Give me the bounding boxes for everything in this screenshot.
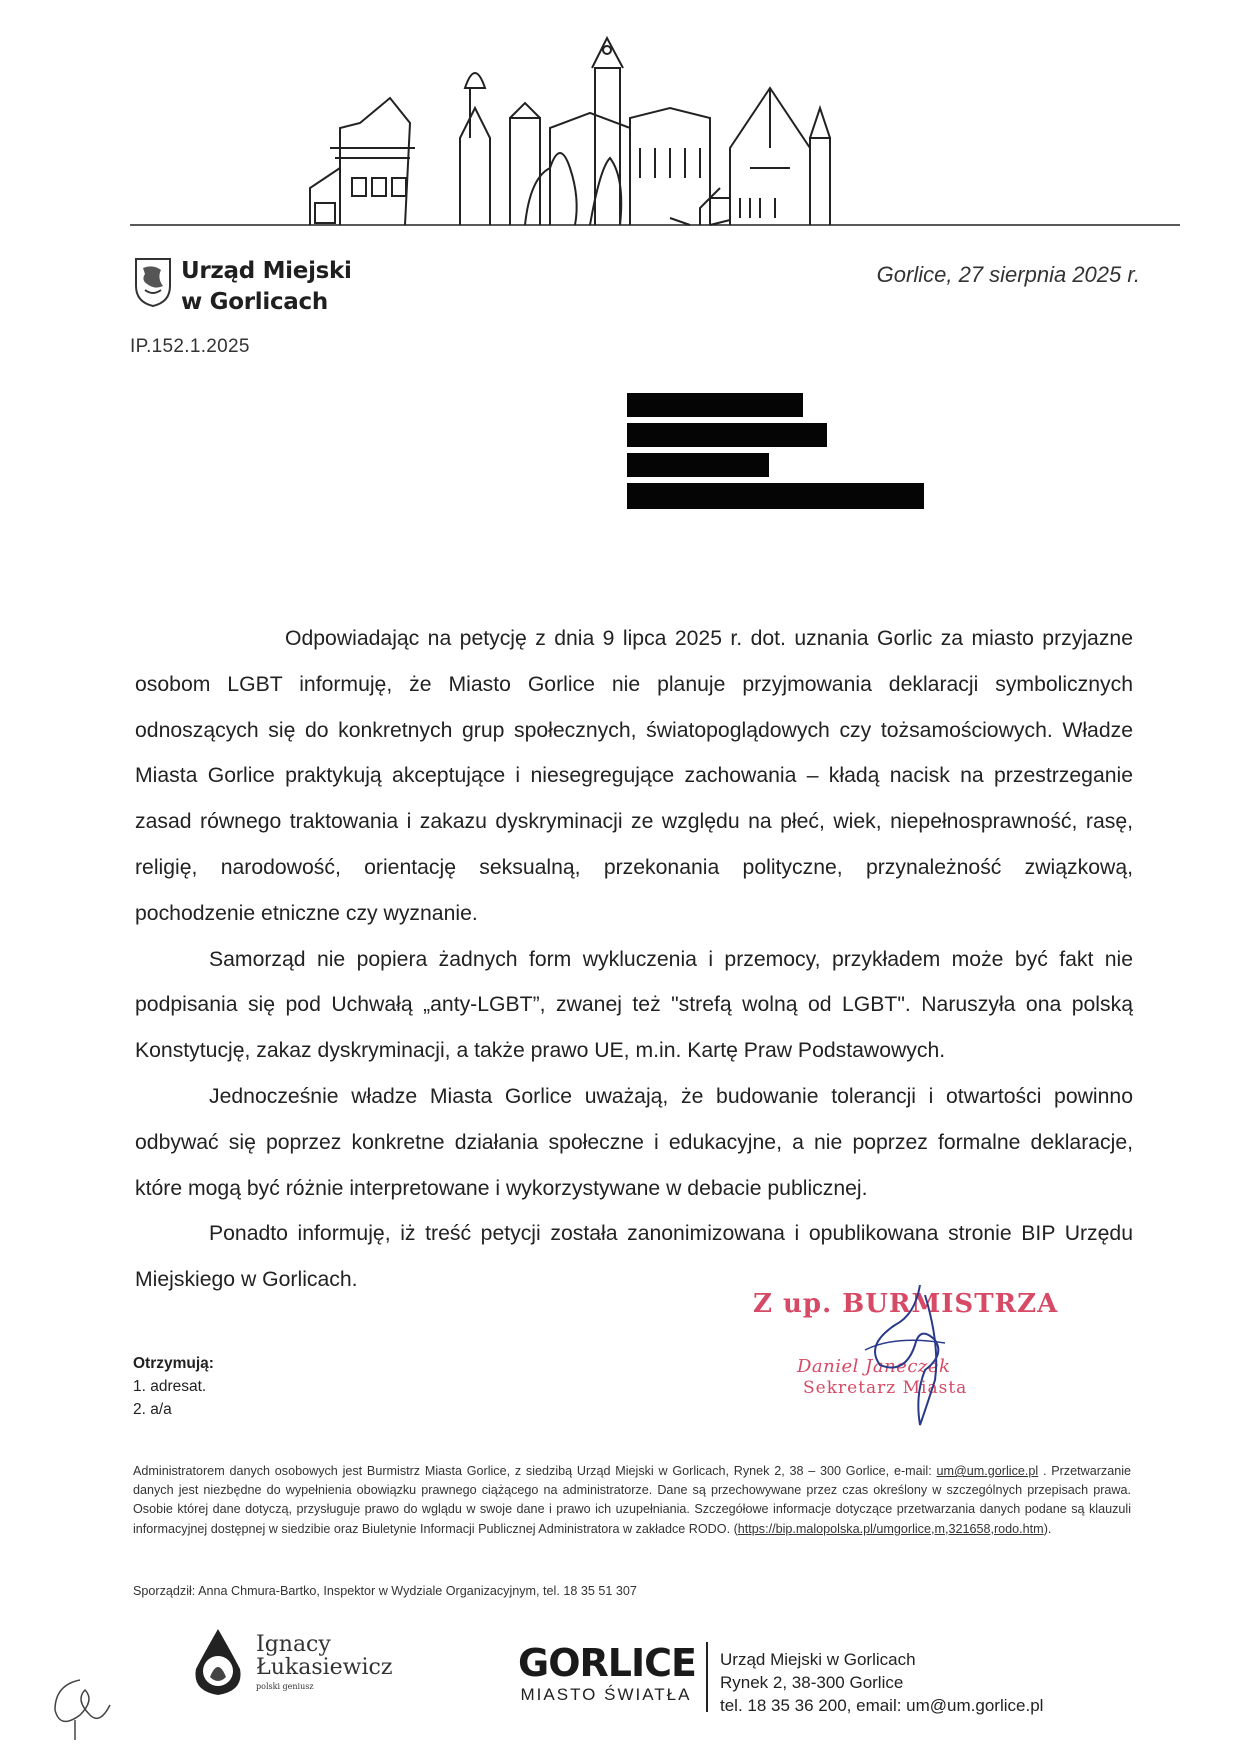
body-paragraph: Jednocześnie władze Miasta Gorlice uważają, że budowanie tolerancji i otwartości powinno odbywać się poprzez konkretne działania społeczne i edukacyjne, a nie poprzez formalne deklaracje, które mogą być różnie interpretowane i wykorzystywane w debacie publicznej. [135,1084,1133,1200]
institution-name-line1: Urząd Miejski [181,258,352,284]
lukasiewicz-line3: polski geniusz [256,1681,314,1691]
contact-line1: Urząd Miejski w Gorlicach [720,1650,916,1669]
gdpr-text-end: ). [1043,1521,1052,1536]
body-paragraph: Ponadto informuję, iż treść petycji została zanonimizowana i opublikowana stronie BIP Urzędu Miejskiego w Gorlicach. [135,1222,1133,1292]
gdpr-notice [133,1462,1131,1539]
recipient-item: 1. adresat. [133,1378,207,1395]
gdpr-text-start: Administratorem danych osobowych jest Burmistrz Miasta Gorlice, z siedzibą Urząd Miejski w Gorlicach, Rynek 2, 38 – 300 Gorlice, e-mail: [133,1464,937,1478]
brand-name: GORLICE [518,1641,696,1685]
gorlice-brand-logo [518,1643,694,1705]
brand-tagline: MIASTO ŚWIATŁA [520,1685,692,1704]
footer-contact [720,1648,1043,1717]
gdpr-rodo-link[interactable]: https://bip.malopolska.pl/umgorlice,m,321658,rodo.htm [737,1521,1044,1536]
letter-body [135,616,1133,1303]
lukasiewicz-logo [190,1627,392,1697]
stamp-title: Z up. BURMISTRZA [753,1289,1059,1319]
handwritten-signature [745,1285,1045,1445]
body-paragraph: Samorząd nie popiera żadnych form wykluczenia i przemocy, przykładem może być fakt nie podpisania się pod Uchwałą „anty-LGBT”, zwanej też "strefą wolną od LGBT". Naruszyła ona polską Konstytucję, zakaz dyskryminacji, a także prawo UE, m.in. Kartę Praw Podstawowych. [135,947,1133,1063]
oil-drop-portrait-icon [190,1627,246,1697]
recipients-list [133,1352,214,1421]
prepared-by: Sporządził: Anna Chmura-Bartko, Inspektor w Wydziale Organizacyjnym, tel. 18 35 51 307 [133,1584,637,1598]
contact-line3: tel. 18 35 36 200, email: um@um.gorlice.pl [720,1696,1044,1715]
town-skyline-illustration [130,28,1180,243]
reference-number: IP.152.1.2025 [130,336,250,357]
institution-name-line2: w Gorlicach [181,289,328,315]
gdpr-email-link[interactable]: um@um.gorlice.pl [936,1464,1039,1478]
stamp-person: Daniel Janeczek [797,1356,951,1377]
handwritten-initials [40,1660,120,1740]
redacted-address-line-3 [627,453,769,477]
redacted-address-line-2 [627,423,827,447]
signature-stamp [745,1285,1059,1425]
letter-date: Gorlice, 27 sierpnia 2025 r. [876,262,1140,287]
lukasiewicz-line1: Ignacy [256,1631,331,1657]
institution-logo-block [133,256,352,318]
lukasiewicz-line2: Łukasiewicz [256,1654,393,1680]
stamp-role: Sekretarz Miasta [803,1378,968,1398]
contact-line2: Rynek 2, 38-300 Gorlice [720,1673,904,1692]
gdpr-text-middle: . Przetwarzanie danych jest niezbędne do wypełnienia obowiązku prawnego ciążącego na administratorze. Dane są przechowywane przez czas określony w szczególnych przepisach prawa. Osobie której dane dotyczą, przysługuje prawo do wglądu w swoje dane i prawo ich uzupełniania. Szczegółowe informacje dotyczące przetwarzania danych podane są klauzuli informacyjnej dostępnej w siedzibie oraz Biuletynie Informacji Publicznej Administratora w zakładce RODO. ( [133,1464,1131,1536]
body-paragraph: Odpowiadając na petycję z dnia 9 lipca 2025 r. dot. uznania Gorlic za miasto przyjazne osobom LGBT informuję, że Miasto Gorlice nie planuje przyjmowania deklaracji symbolicznych odnoszących się do konkretnych grup społecznych, światopoglądowych czy tożsamościowych. Władze Miasta Gorlice praktykują akceptujące i niesegregujące zachowania – kładą nacisk na przestrzeganie zasad równego traktowania i zakazu dyskryminacji ze względu na płeć, wiek, niepełnosprawność, rasę, religię, narodowość, orientację seksualną, przekonania polityczne, przynależność związkową, pochodzenie etniczne czy wyznanie. [135,627,1133,925]
redacted-address-line-4 [627,483,924,509]
redacted-address-line-1 [627,393,803,417]
recipients-heading: Otrzymują: [133,1355,214,1372]
coat-of-arms-icon [133,256,173,308]
footer-divider [706,1642,708,1712]
recipient-item: 2. a/a [133,1401,172,1418]
